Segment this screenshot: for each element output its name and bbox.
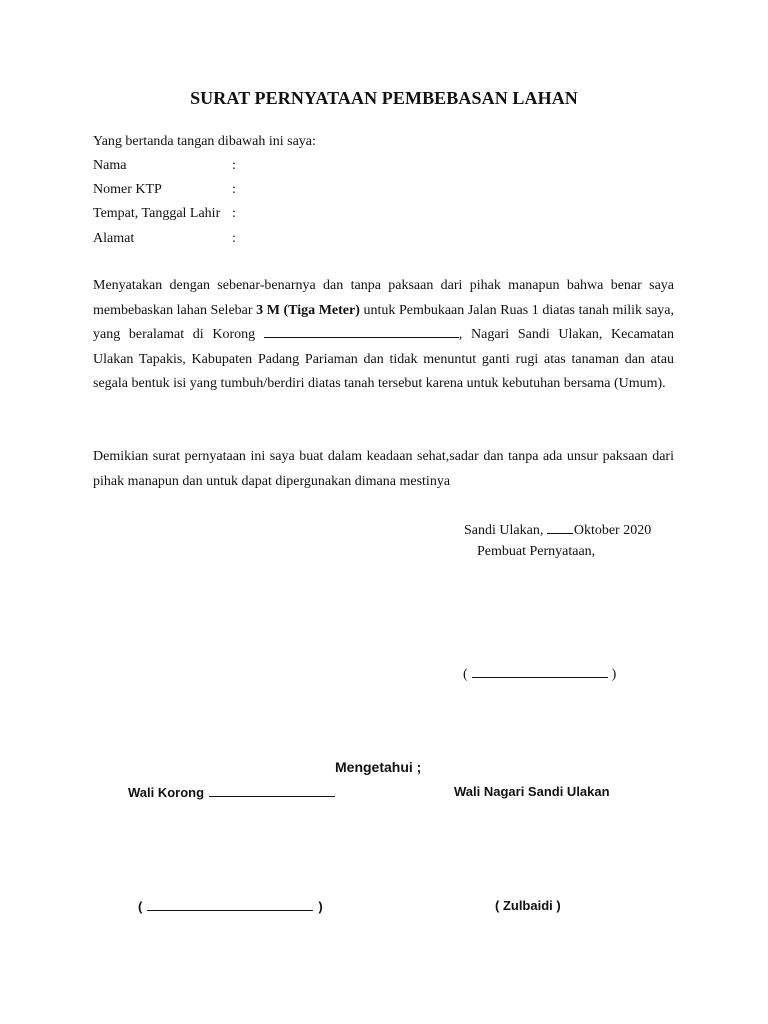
- signature-month-year: Oktober 2020: [573, 523, 652, 538]
- width-value: 3 M (Tiga Meter): [256, 302, 360, 318]
- wali-nagari-signature: ( Zulbaidi ): [495, 898, 561, 913]
- signature-blank-line: [472, 664, 608, 678]
- bracket-close: ): [318, 899, 323, 914]
- wali-korong-signature: [138, 898, 323, 914]
- statement-paragraph: [93, 274, 674, 397]
- statement-text-3: , Nagari Sandi Ulakan, Kecamatan Ulakan Tapakis, Kabupaten Padang Pariaman dan tidak menuntut ganti rugi atas tanaman dan atau segala bentuk isi yang tumbuh/berdiri diatas tanah tersebut karena untuk kebutuhan bersama (Umum).: [93, 327, 674, 391]
- field-alamat: [93, 231, 236, 247]
- field-label: Tempat, Tanggal Lahir: [93, 206, 221, 221]
- signature-role: Pembuat Pernyataan,: [477, 544, 596, 559]
- closing-paragraph: Demikian surat pernyataan ini saya buat dalam keadaan sehat,sadar dan tanpa ada unsur paksaan dari pihak manapun dan untuk dapat dipergunakan dimana mestinya: [93, 449, 674, 489]
- document-title: SURAT PERNYATAAN PEMBEBASAN LAHAN: [190, 88, 578, 108]
- bracket-open: (: [138, 899, 143, 914]
- field-tempat-tanggal-lahir: [93, 206, 236, 222]
- field-label: Nomer KTP: [93, 182, 162, 197]
- field-label: Alamat: [93, 231, 135, 246]
- field-nomer-ktp: [93, 182, 236, 198]
- signature-place-date: [464, 520, 651, 539]
- field-colon: :: [232, 231, 236, 246]
- bracket-open: (: [463, 667, 468, 682]
- field-colon: :: [232, 182, 236, 197]
- bracket-close: ): [611, 667, 617, 682]
- signature-place: Sandi Ulakan,: [464, 523, 547, 538]
- field-colon: :: [232, 158, 236, 173]
- date-blank: [547, 520, 573, 534]
- wali-korong-title: [128, 784, 335, 800]
- approval-heading: Mengetahui ;: [335, 759, 422, 775]
- field-nama: [93, 158, 236, 174]
- field-colon: :: [232, 206, 236, 221]
- intro-line: Yang bertanda tangan dibawah ini saya:: [93, 134, 316, 149]
- statement-text-2: untuk Pembukaan Jalan Ruas 1 diatas tanah milik saya, yang beralamat di Korong: [93, 302, 674, 342]
- wali-korong-blank: [209, 784, 335, 797]
- field-label: Nama: [93, 158, 127, 173]
- statement-text-1: Menyatakan dengan sebenar-benarnya dan tanpa paksaan dari pihak manapun bahwa benar saya membebaskan lahan Selebar: [93, 278, 674, 318]
- signature-name-blank: [463, 664, 616, 683]
- wali-nagari-title: Wali Nagari Sandi Ulakan: [454, 784, 610, 799]
- korong-blank: [264, 324, 459, 338]
- wali-korong-signature-blank: [147, 898, 313, 911]
- wali-korong-label: Wali Korong: [128, 785, 205, 800]
